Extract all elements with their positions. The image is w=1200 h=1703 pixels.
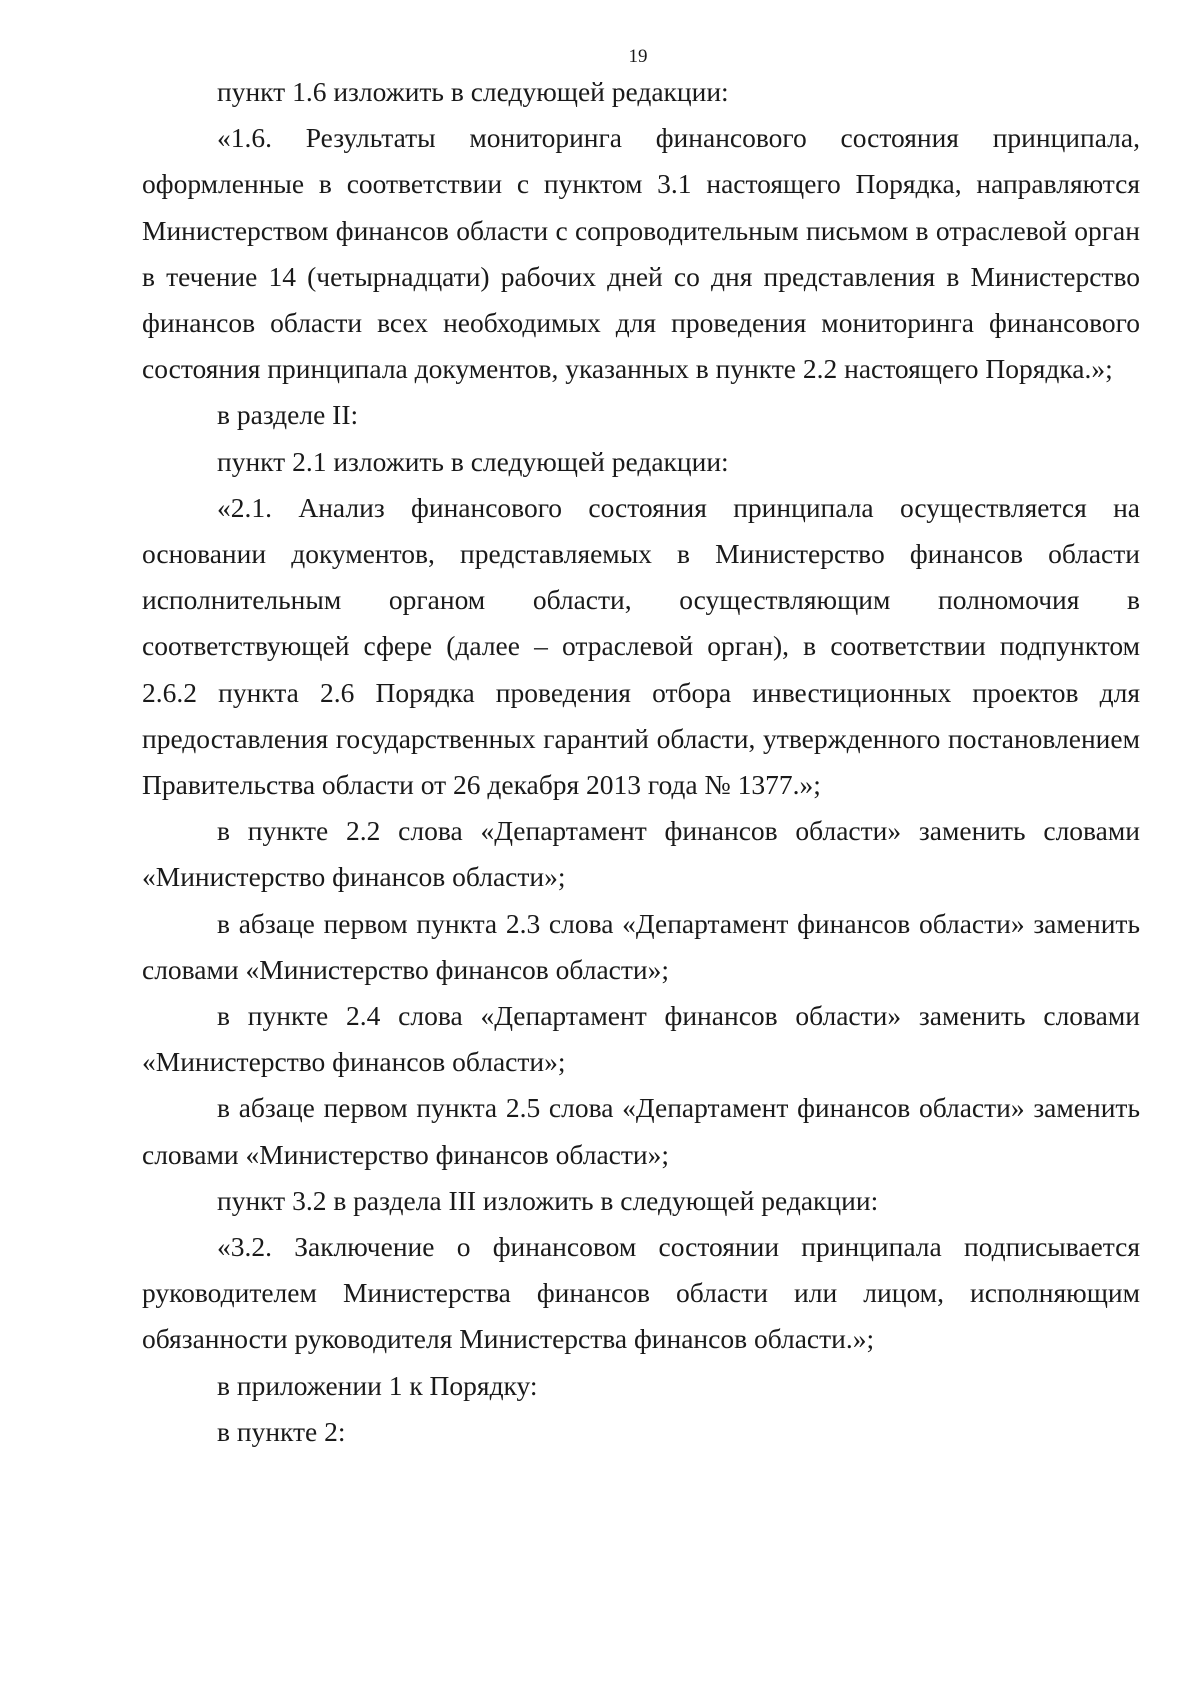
paragraph: в пункте 2.2 слова «Департамент финансов области» заменить словами «Министерство финансов области»; [142,815,1140,893]
document-body [142,69,1140,1455]
paragraph: в абзаце первом пункта 2.3 слова «Департамент финансов области» заменить словами «Министерство финансов области»; [142,907,1140,985]
paragraph: пункт 3.2 в раздела III изложить в следующей редакции: [217,1184,879,1216]
paragraph: «2.1. Анализ финансового состояния принципала осуществляется на основании документов, представляемых в Министерство финансов области исполнительным органом области, осуществляющим полномочия в соответствующей сфере (далее – отраслевой орган), в соответствии подпунктом 2.6.2 пункта 2.6 Порядка проведения отбора инвестиционных проектов для предоставления государственных гарантий области, утвержденного постановлением Правительства области от 26 декабря 2013 года № 1377.»; [142,491,1140,801]
page-number: 19 [628,46,648,67]
paragraph: в пункте 2: [217,1415,346,1447]
paragraph: «1.6. Результаты мониторинга финансового состояния принципала, оформленные в соответствии с пунктом 3.1 настоящего Порядка, направляются Министерством финансов области с сопроводительным письмом в отраслевой орган в течение 14 (четырнадцати) рабочих дней со дня представления в Министерство финансов области всех необходимых для проведения мониторинга финансового состояния принципала документов, указанных в пункте 2.2 настоящего Порядка.»; [142,122,1140,385]
paragraph: в абзаце первом пункта 2.5 слова «Департамент финансов области» заменить словами «Министерство финансов области»; [142,1092,1140,1170]
paragraph: пункт 1.6 изложить в следующей редакции: [217,76,729,107]
paragraph: в разделе II: [217,399,359,431]
paragraph: в пункте 2.4 слова «Департамент финансов области» заменить словами «Министерство финансов области»; [142,1000,1140,1078]
paragraph: пункт 2.1 изложить в следующей редакции: [217,445,729,477]
paragraph: «3.2. Заключение о финансовом состоянии принципала подписывается руководителем Министерства финансов области или лицом, исполняющим обязанности руководителя Министерства финансов области.»; [142,1231,1140,1355]
paragraph: в приложении 1 к Порядку: [217,1369,538,1401]
